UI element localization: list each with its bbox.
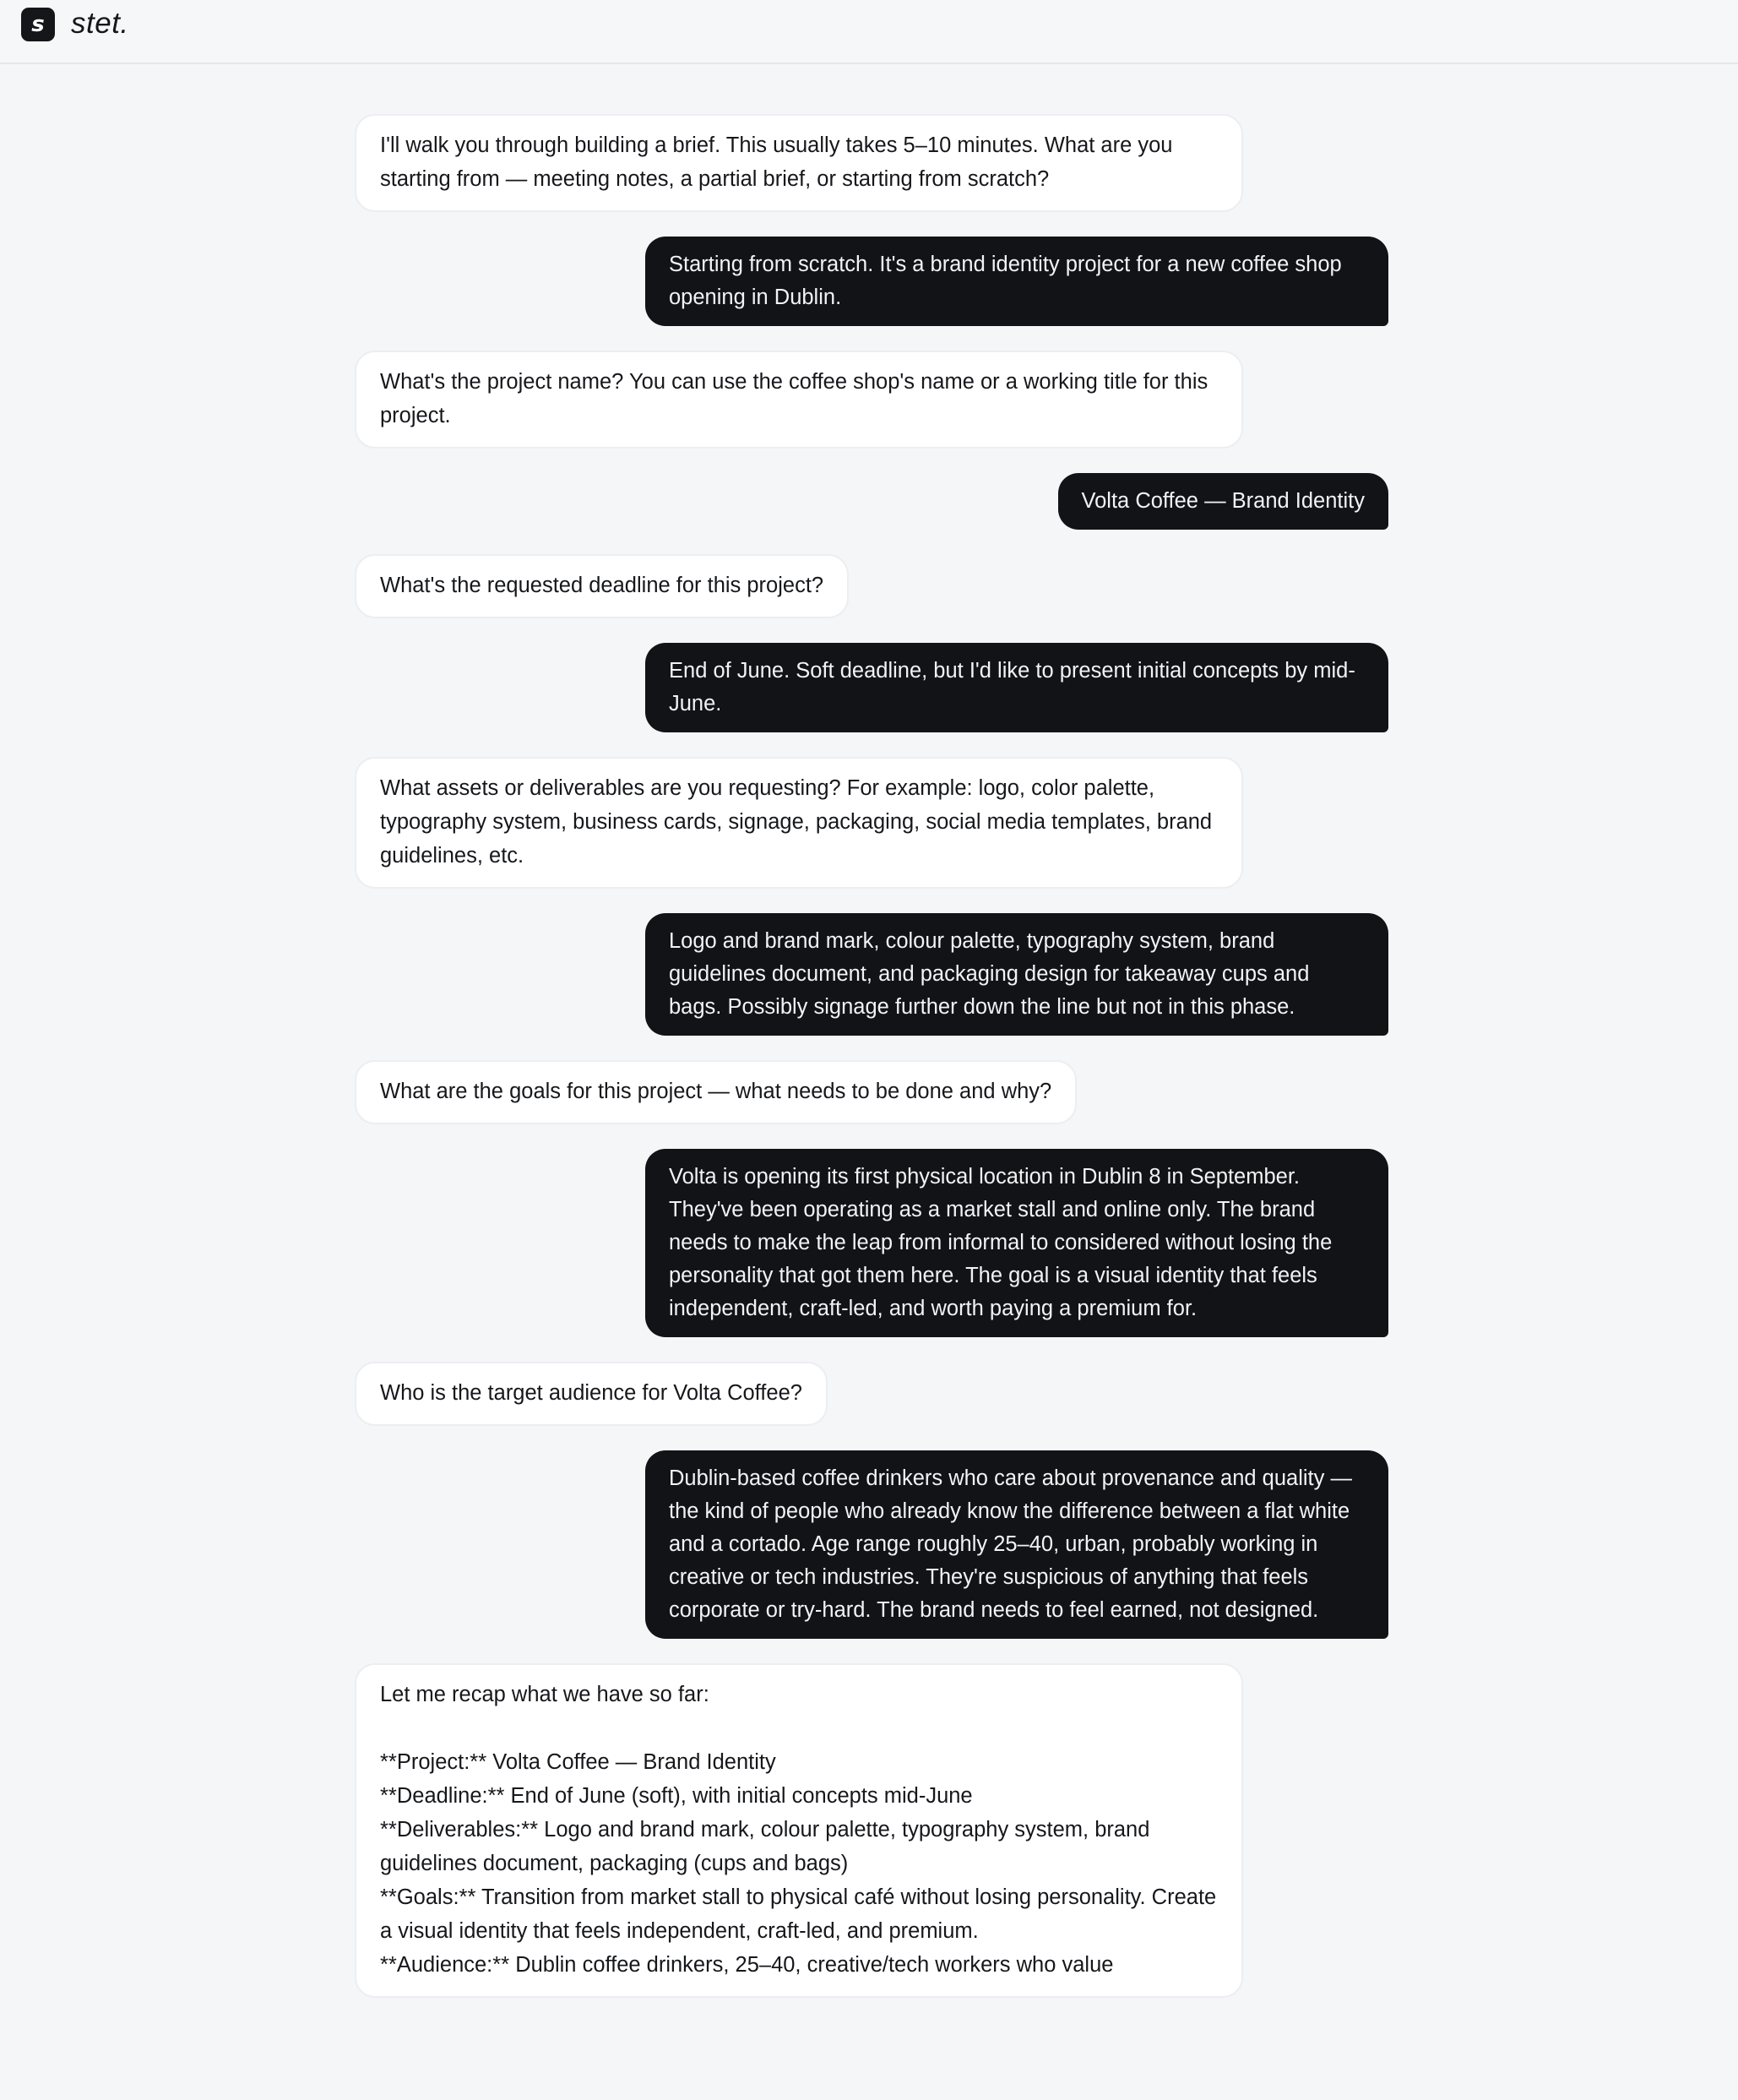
user-message: End of June. Soft deadline, but I'd like to present initial concepts by mid-June. xyxy=(645,643,1388,732)
assistant-message: What are the goals for this project — what needs to be done and why? xyxy=(355,1060,1077,1124)
user-message: Volta Coffee — Brand Identity xyxy=(1058,473,1388,530)
assistant-message: What assets or deliverables are you requesting? For example: logo, color palette, typography system, business cards, signage, packaging, social media templates, brand guidelines, etc. xyxy=(355,757,1243,889)
assistant-message: What's the project name? You can use the coffee shop's name or a working title for this project. xyxy=(355,351,1243,449)
user-message: Volta is opening its first physical location in Dublin 8 in September. They've been operating as a market stall and online only. The brand needs to make the leap from informal to considered without losing the personality that got them here. The goal is a visual identity that feels independent, craft-led, and worth paying a premium for. xyxy=(645,1149,1388,1337)
user-message: Starting from scratch. It's a brand identity project for a new coffee shop opening in Dublin. xyxy=(645,237,1388,326)
assistant-message: What's the requested deadline for this project? xyxy=(355,554,849,618)
chat-thread xyxy=(355,114,1388,2022)
assistant-recap-message: Let me recap what we have so far: **Project:** Volta Coffee — Brand Identity **Deadline:** End of June (soft), with initial concepts mid-June **Deliverables:** Logo and brand mark, colour palette, typography system, brand guidelines document, packaging (cups and bags) **Goals:** Transition from market stall to physical café without losing personality. Create a visual identity that feels independent, craft-led, and premium. **Audience:** Dublin coffee drinkers, 25–40, creative/tech workers who value xyxy=(355,1663,1243,1998)
brand-name[interactable]: stet. xyxy=(71,7,129,40)
user-message: Logo and brand mark, colour palette, typography system, brand guidelines document, and packaging design for takeaway cups and bags. Possibly signage further down the line but not in this phase. xyxy=(645,913,1388,1036)
assistant-message: I'll walk you through building a brief. This usually takes 5–10 minutes. What are you starting from — meeting notes, a partial brief, or starting from scratch? xyxy=(355,114,1243,212)
logo-icon[interactable]: s xyxy=(21,8,55,41)
assistant-message: Who is the target audience for Volta Coffee? xyxy=(355,1362,828,1426)
top-bar xyxy=(0,0,1738,64)
user-message: Dublin-based coffee drinkers who care about provenance and quality — the kind of people who already know the difference between a flat white and a cortado. Age range roughly 25–40, urban, probably working in creative or tech industries. They're suspicious of anything that feels corporate or try-hard. The brand needs to feel earned, not designed. xyxy=(645,1450,1388,1639)
